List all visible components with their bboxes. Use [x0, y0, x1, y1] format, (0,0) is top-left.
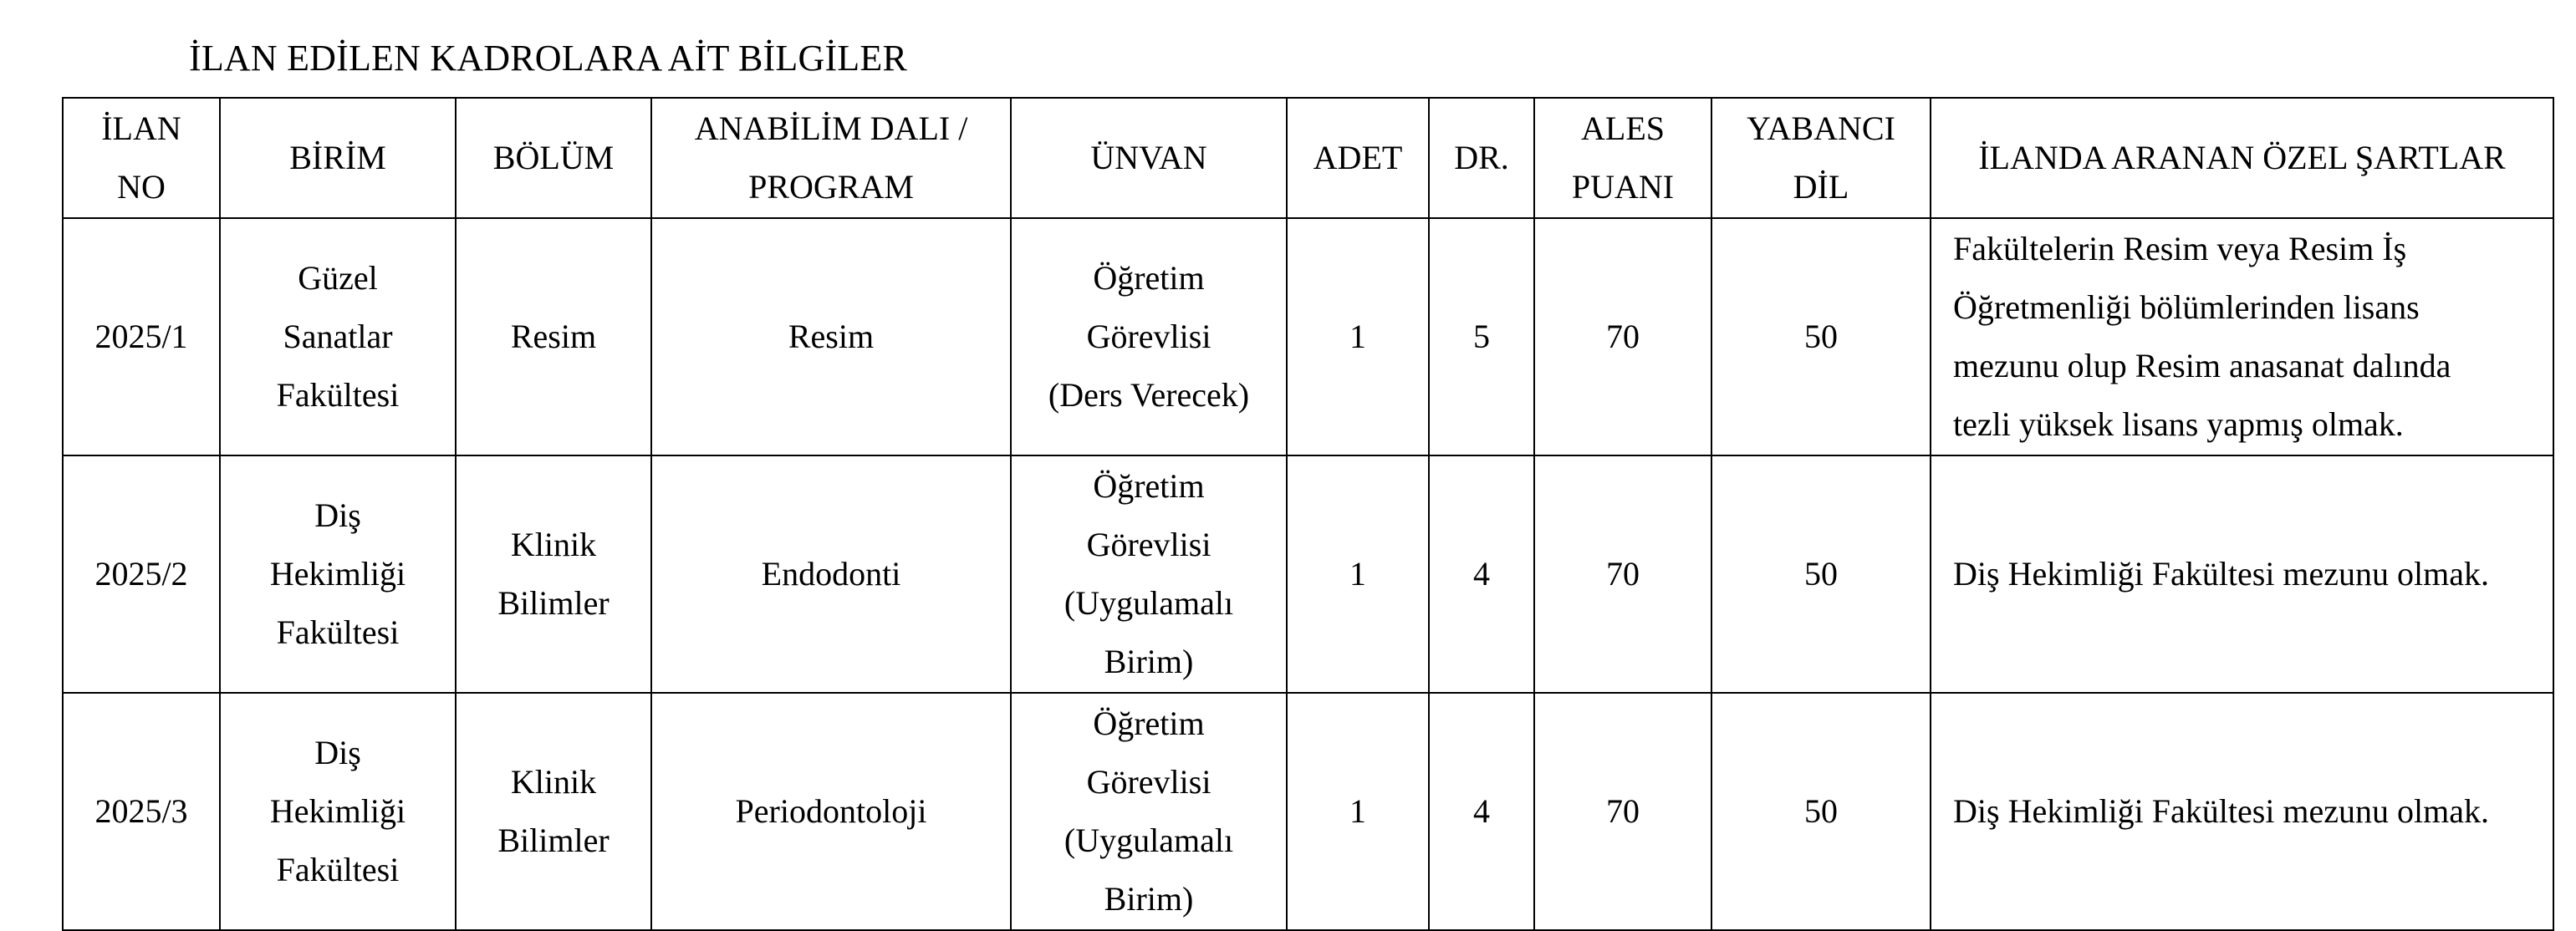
cell-unvan-line: Öğretim	[1093, 705, 1205, 742]
cell-yabanci-dil: 50	[1711, 693, 1931, 930]
header-adet: ADET	[1287, 98, 1429, 218]
cell-dr: 4	[1429, 693, 1534, 930]
table-header-row	[63, 98, 2553, 218]
cell-birim-line: Sanatlar	[283, 318, 393, 355]
header-anabilim-dali	[651, 98, 1011, 218]
cell-ozel-sartlar-line: Diş Hekimliği Fakültesi mezunu olmak.	[1953, 792, 2490, 830]
cell-ozel-sartlar-line: tezli yüksek lisans yapmış olmak.	[1953, 405, 2404, 443]
cell-ozel-sartlar	[1931, 455, 2553, 693]
cell-unvan-line: (Uygulamalı	[1064, 584, 1234, 622]
cell-birim-line: Fakültesi	[276, 613, 400, 651]
cell-birim-line: Fakültesi	[276, 851, 400, 888]
cell-ozel-sartlar-line: Diş Hekimliği Fakültesi mezunu olmak.	[1953, 555, 2490, 593]
cell-ozel-sartlar-line: Fakültelerin Resim veya Resim İş	[1953, 230, 2407, 267]
cell-unvan	[1011, 218, 1287, 455]
cell-dr: 4	[1429, 455, 1534, 693]
header-anabilim-dali-line: PROGRAM	[748, 168, 914, 206]
cell-yabanci-dil: 50	[1711, 455, 1931, 693]
header-anabilim-dali-line: ANABİLİM DALI /	[694, 109, 968, 147]
cell-birim-line: Hekimliği	[269, 792, 406, 830]
cell-birim-line: Fakültesi	[276, 376, 400, 414]
cell-ales-puani: 70	[1534, 693, 1711, 930]
header-yabanci-dil-line: YABANCI	[1747, 109, 1895, 147]
cell-ales-puani: 70	[1534, 218, 1711, 455]
header-ales-puani	[1534, 98, 1711, 218]
cell-adet: 1	[1287, 218, 1429, 455]
header-ilan-no-line: İLAN	[101, 109, 181, 147]
header-bolum: BÖLÜM	[456, 98, 651, 218]
table-row	[63, 218, 2553, 455]
header-ilan-no	[63, 98, 220, 218]
cell-ozel-sartlar	[1931, 693, 2553, 930]
cell-ilan-no: 2025/3	[63, 693, 220, 930]
cell-ilan-no: 2025/1	[63, 218, 220, 455]
cell-birim	[220, 693, 456, 930]
header-ilan-no-line: NO	[117, 168, 166, 206]
staff-positions-table	[62, 97, 2554, 931]
cell-bolum-line: Bilimler	[497, 584, 610, 622]
header-ales-puani-line: ALES	[1581, 109, 1665, 147]
cell-ozel-sartlar	[1931, 218, 2553, 455]
cell-bolum-line: Klinik	[510, 526, 597, 563]
cell-unvan-line: Birim)	[1104, 880, 1194, 918]
cell-bolum	[456, 693, 651, 930]
table-row	[63, 693, 2553, 930]
cell-adet: 1	[1287, 693, 1429, 930]
cell-birim	[220, 218, 456, 455]
header-yabanci-dil-line: DİL	[1793, 168, 1849, 206]
cell-ilan-no: 2025/2	[63, 455, 220, 693]
cell-birim-line: Diş	[314, 734, 361, 771]
cell-ozel-sartlar-line: mezunu olup Resim anasanat dalında	[1953, 347, 2451, 384]
cell-birim	[220, 455, 456, 693]
header-unvan: ÜNVAN	[1011, 98, 1287, 218]
cell-adet: 1	[1287, 455, 1429, 693]
cell-anabilim-dali: Periodontoloji	[651, 693, 1011, 930]
cell-bolum-line: Klinik	[510, 763, 597, 801]
cell-bolum-line: Bilimler	[497, 822, 610, 859]
header-birim: BİRİM	[220, 98, 456, 218]
cell-bolum	[456, 455, 651, 693]
header-yabanci-dil	[1711, 98, 1931, 218]
header-ales-puani-line: PUANI	[1571, 168, 1675, 206]
cell-unvan-line: (Ders Verecek)	[1048, 376, 1250, 414]
cell-birim-line: Güzel	[298, 259, 378, 297]
cell-unvan-line: Görevlisi	[1086, 763, 1211, 801]
cell-yabanci-dil: 50	[1711, 218, 1931, 455]
cell-unvan-line: (Uygulamalı	[1064, 822, 1234, 859]
cell-unvan	[1011, 693, 1287, 930]
cell-unvan-line: Görevlisi	[1086, 526, 1211, 563]
cell-dr: 5	[1429, 218, 1534, 455]
header-ozel-sartlar: İLANDA ARANAN ÖZEL ŞARTLAR	[1931, 98, 2553, 218]
cell-anabilim-dali: Endodonti	[651, 455, 1011, 693]
cell-unvan-line: Öğretim	[1093, 467, 1205, 505]
cell-ozel-sartlar-line: Öğretmenliği bölümlerinden lisans	[1953, 288, 2420, 326]
page-title: İLAN EDİLEN KADROLARA AİT BİLGİLER	[189, 38, 907, 79]
cell-birim-line: Hekimliği	[269, 555, 406, 593]
cell-unvan-line: Öğretim	[1093, 259, 1205, 297]
cell-bolum	[456, 218, 651, 455]
cell-unvan-line: Birim)	[1104, 643, 1194, 680]
cell-birim-line: Diş	[314, 496, 361, 534]
table-row	[63, 455, 2553, 693]
cell-anabilim-dali: Resim	[651, 218, 1011, 455]
header-dr: DR.	[1429, 98, 1534, 218]
cell-unvan	[1011, 455, 1287, 693]
cell-unvan-line: Görevlisi	[1086, 318, 1211, 355]
cell-bolum-line: Resim	[510, 318, 597, 355]
cell-ales-puani: 70	[1534, 455, 1711, 693]
